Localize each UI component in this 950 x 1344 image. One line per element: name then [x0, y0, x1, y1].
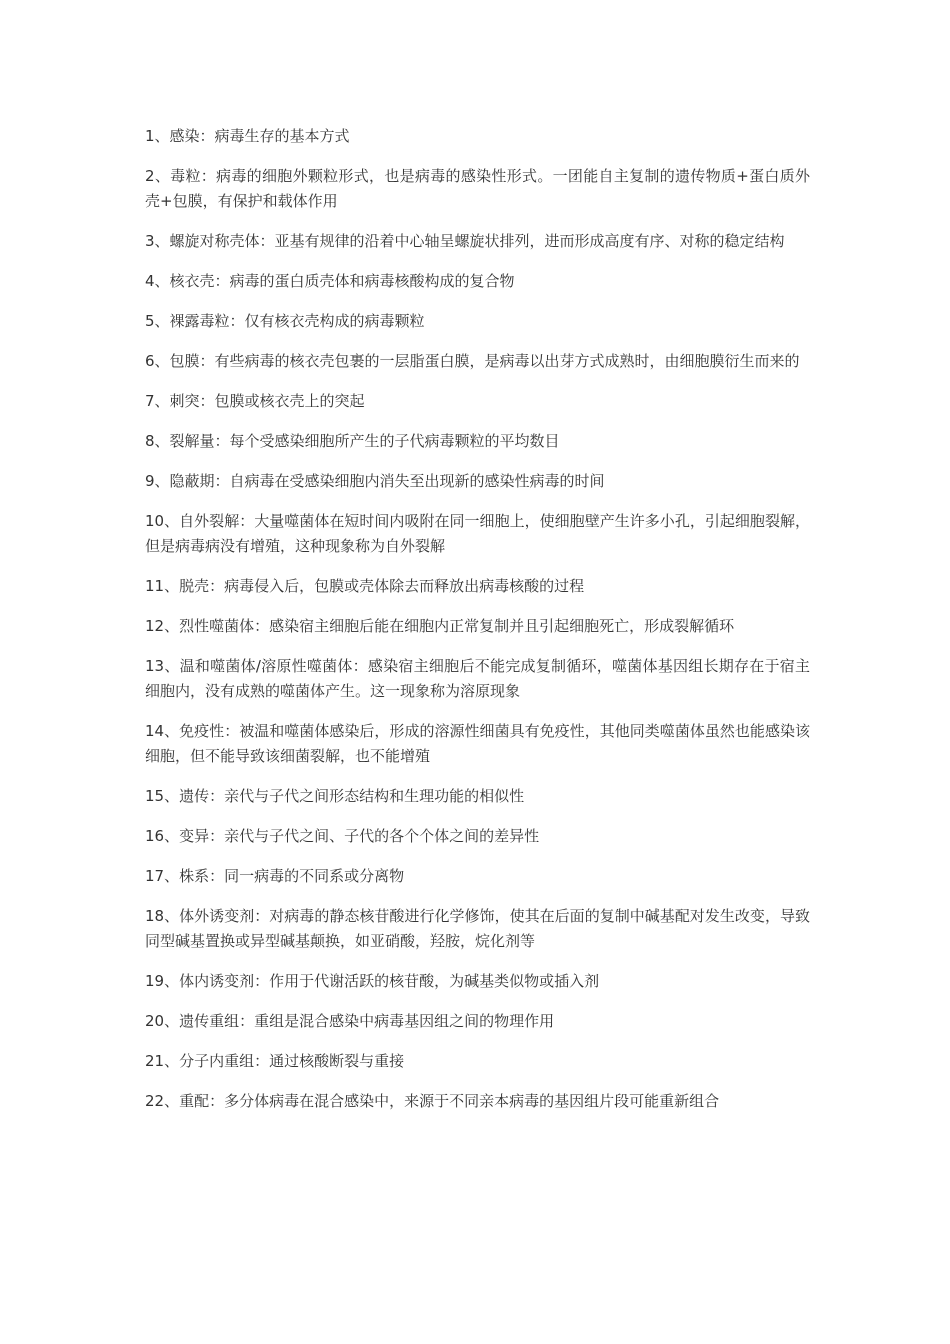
glossary-entry: 6、包膜：有些病毒的核衣壳包裹的一层脂蛋白膜，是病毒以出芽方式成熟时，由细胞膜衍生而来的 — [145, 352, 800, 370]
glossary-entry: 9、隐蔽期：自病毒在受感染细胞内消失至出现新的感染性病毒的时间 — [145, 472, 605, 490]
glossary-entry: 7、刺突：包膜或核衣壳上的突起 — [145, 392, 365, 410]
glossary-entry: 8、裂解量：每个受感染细胞所产生的子代病毒颗粒的平均数目 — [145, 432, 560, 450]
glossary-entry: 18、体外诱变剂：对病毒的静态核苷酸进行化学修饰，使其在后面的复制中碱基配对发生改变，导致同型碱基置换或异型碱基颠换，如亚硝酸，羟胺，烷化剂等 — [145, 907, 810, 950]
glossary-entry: 3、螺旋对称壳体：亚基有规律的沿着中心轴呈螺旋状排列，进而形成高度有序、对称的稳定结构 — [145, 232, 785, 250]
glossary-list — [145, 124, 810, 1129]
glossary-entry: 12、烈性噬菌体：感染宿主细胞后能在细胞内正常复制并且引起细胞死亡，形成裂解循环 — [145, 617, 735, 635]
glossary-entry: 22、重配：多分体病毒在混合感染中，来源于不同亲本病毒的基因组片段可能重新组合 — [145, 1092, 720, 1110]
glossary-entry: 5、裸露毒粒：仅有核衣壳构成的病毒颗粒 — [145, 312, 425, 330]
glossary-entry: 21、分子内重组：通过核酸断裂与重接 — [145, 1052, 405, 1070]
glossary-entry: 13、温和噬菌体/溶原性噬菌体：感染宿主细胞后不能完成复制循环，噬菌体基因组长期存在于宿主细胞内，没有成熟的噬菌体产生。这一现象称为溶原现象 — [145, 657, 810, 700]
glossary-entry: 10、自外裂解：大量噬菌体在短时间内吸附在同一细胞上，使细胞壁产生许多小孔，引起细胞裂解，但是病毒病没有增殖，这种现象称为自外裂解 — [145, 512, 810, 555]
glossary-entry: 11、脱壳：病毒侵入后，包膜或壳体除去而释放出病毒核酸的过程 — [145, 577, 585, 595]
glossary-entry: 4、核衣壳：病毒的蛋白质壳体和病毒核酸构成的复合物 — [145, 272, 515, 290]
glossary-entry: 20、遗传重组：重组是混合感染中病毒基因组之间的物理作用 — [145, 1012, 555, 1030]
glossary-entry: 17、株系：同一病毒的不同系或分离物 — [145, 867, 405, 885]
glossary-entry: 1、感染：病毒生存的基本方式 — [145, 127, 350, 145]
glossary-entry: 15、遗传：亲代与子代之间形态结构和生理功能的相似性 — [145, 787, 525, 805]
glossary-entry: 2、毒粒：病毒的细胞外颗粒形式，也是病毒的感染性形式。一团能自主复制的遗传物质+蛋白质外壳+包膜，有保护和载体作用 — [145, 167, 810, 210]
glossary-entry: 14、免疫性：被温和噬菌体感染后，形成的溶源性细菌具有免疫性，其他同类噬菌体虽然也能感染该细胞，但不能导致该细菌裂解，也不能增殖 — [145, 722, 810, 765]
glossary-entry: 16、变异：亲代与子代之间、子代的各个个体之间的差异性 — [145, 827, 540, 845]
glossary-entry: 19、体内诱变剂：作用于代谢活跃的核苷酸，为碱基类似物或插入剂 — [145, 972, 600, 990]
